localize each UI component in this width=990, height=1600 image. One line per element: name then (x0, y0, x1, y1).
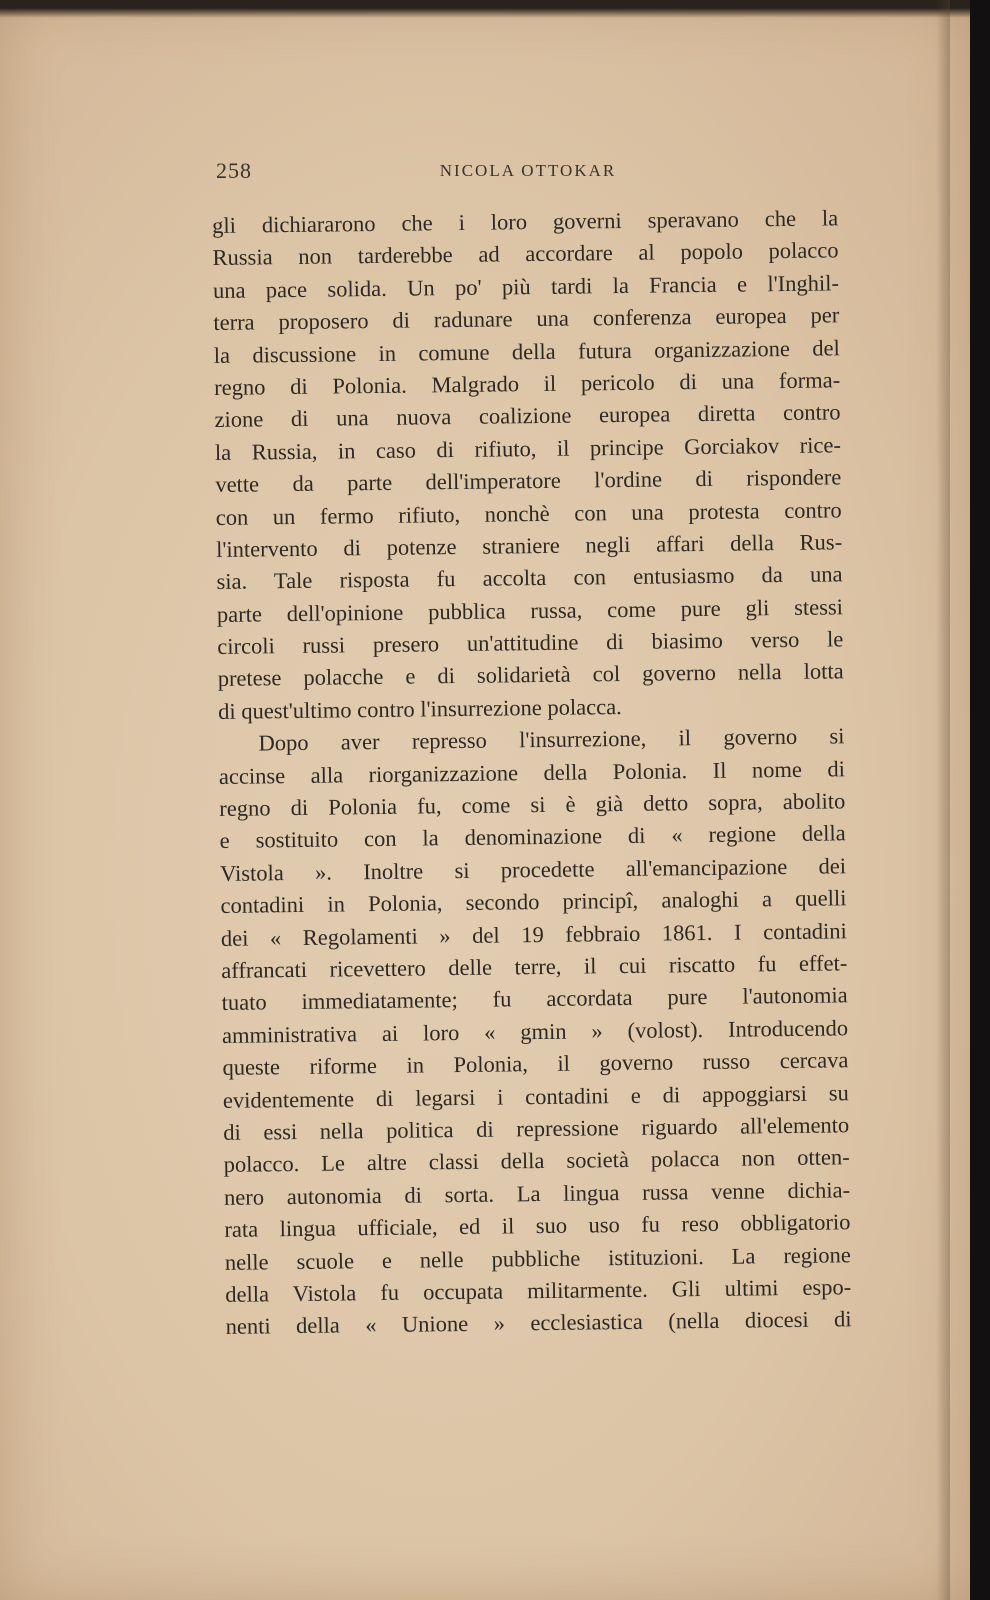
text-line: la Russia, in caso di rifiuto, il principe Gorciakov rice- (214, 432, 842, 465)
text-line: circoli russi presero un'attitudine di biasimo verso le (217, 626, 844, 660)
body-text (212, 202, 852, 1343)
text-line: sia. Tale risposta fu accolta con entusiasmo da una (216, 561, 843, 595)
text-line: regno di Polonia fu, come si è già detto sopra, abolito (219, 788, 846, 821)
text-line: e sostituito con la denominazione di « regione della (219, 820, 846, 854)
text-line: terra proposero di radunare una conferenza europea per (213, 302, 840, 336)
text-line: Dopo aver represso l'insurrezione, il governo si (258, 723, 845, 756)
page-number: 258 (216, 158, 252, 183)
text-line: polacco. Le altre classi della società polacca non otten- (223, 1144, 850, 1178)
text-line: la discussione in comune della futura organizzazione del (213, 334, 840, 368)
page-top-edge (0, 0, 970, 18)
text-line: regno di Polonia. Malgrado il pericolo di una forma- (214, 367, 841, 400)
page-right-shadow (936, 0, 950, 1600)
text-line: nelle scuole e nelle pubbliche istituzioni. La regione (224, 1241, 851, 1275)
text-line: queste riforme in Polonia, il governo russo cercava (222, 1047, 849, 1081)
text-line: una pace solida. Un po' più tardi la Francia e l'Inghil- (212, 270, 840, 303)
text-line: dei « Regolamenti » del 19 febbraio 1861. I contadini (220, 917, 848, 951)
text-line: affrancati ricevettero delle terre, il cui riscatto fu effet- (221, 950, 848, 983)
text-line: amministrativa ai loro « gmin » (volost). Introducendo (221, 1015, 849, 1048)
text-line: nenti della « Unione » ecclesiastica (nella diocesi di (225, 1306, 852, 1340)
scan-gutter (970, 0, 990, 1600)
text-line: pretese polacche e di solidarietà col governo nella lotta (217, 658, 844, 692)
text-line: rata lingua ufficiale, ed il suo uso fu reso obbligatorio (224, 1209, 851, 1243)
text-line: della Vistola fu occupata militarmente. Gli ultimi espo- (225, 1274, 852, 1307)
text-line: con un fermo rifiuto, nonchè con una protesta contro (215, 496, 842, 530)
running-title: NICOLA OTTOKAR (439, 161, 617, 180)
text-line: Vistola ». Inoltre si procedette all'emancipazione dei (219, 853, 847, 886)
running-head (216, 158, 840, 188)
text-line: Russia non tarderebbe ad accordare al popolo polacco (212, 237, 839, 271)
text-line: nero autonomia di sorta. La lingua russa venne dichia- (223, 1176, 851, 1210)
text-line: di quest'ultimo contro l'insurrezione polacca. (217, 693, 622, 724)
text-line: evidentemente di legarsi i contadini e di appoggiarsi su (222, 1079, 849, 1113)
text-line: accinse alla riorganizzazione della Polonia. Il nome di (218, 755, 846, 789)
text-line: zione di una nuova coalizione europea diretta contro (214, 399, 841, 433)
text-line: di essi nella politica di repressione riguardo all'elemento (223, 1112, 850, 1145)
text-line: parte dell'opinione pubblica russa, come pure gli stessi (216, 594, 844, 627)
text-line: l'intervento di potenze straniere negli affari della Rus- (215, 529, 843, 562)
text-line: gli dichiararono che i loro governi speravano che la (212, 205, 839, 238)
text-line: tuato immediatamente; fu accordata pure l'autonomia (221, 982, 848, 1016)
text-line: vette da parte dell'imperatore l'ordine di rispondere (215, 464, 842, 498)
text-line: contadini in Polonia, secondo principî, analoghi a quelli (220, 885, 847, 919)
